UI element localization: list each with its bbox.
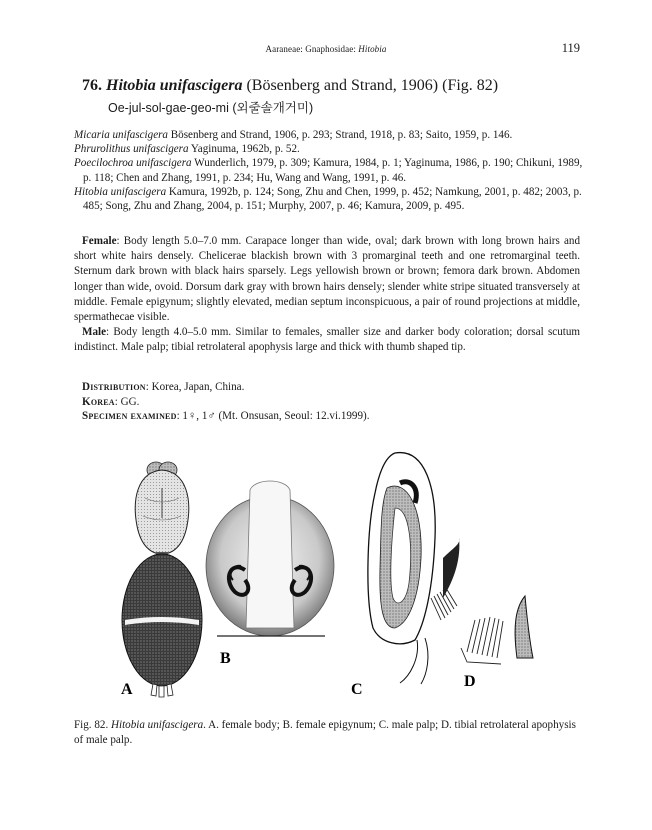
synonym-refs: Bösenberg and Strand, 1906, p. 293; Strand, 1918, p. 83; Saito, 1959, p. 146. — [167, 129, 513, 141]
male-description — [74, 325, 580, 355]
figure-b-epigynum — [206, 481, 334, 636]
caption-text: . A. female body; B. female epigynum; C. male palp; D. tibial retrolateral apophysis of male palp. — [74, 719, 576, 747]
synonym-name: Hitobia unifascigera — [74, 185, 167, 198]
synonymy-entry — [74, 128, 584, 142]
female-label: Female — [82, 235, 117, 247]
specimen-line — [82, 409, 369, 424]
female-text: : Body length 5.0–7.0 mm. Carapace longer than wide, oval; dark brown with long brown hairs and short white hairs densely. Chelicerae blackish brown with 3 promarginal teeth and one retromarginal teeth. Sternum dark brown with black hairs sparsely. Legs yellowish brown or brown; femora dark brown. Abdomen longer than wide, ovoid. Dorsum dark gray with brown hairs densely; slender white stripe situated transversely at middle. Female epigynum; slightly elevated, median septum inconspicuous, a pair of round projections at middle, spermathecae visible. — [74, 235, 580, 324]
running-head — [0, 44, 652, 54]
synonym-refs: Wunderlich, 1979, p. 309; Kamura, 1984, p. 1; Yaginuma, 1986, p. 190; Chikuni, 1989, p. 118; Chen and Zhang, 1991, p. 234; Hu, Wang and Wang, 1991, p. 46. — [83, 157, 583, 184]
figure-82 — [95, 448, 565, 706]
running-head-genus: Hitobia — [358, 44, 387, 54]
korean-common-name: Oe-jul-sol-gae-geo-mi (외줄솔개거미) — [108, 101, 314, 115]
male-label: Male — [82, 326, 107, 339]
running-head-family: Aaraneae: Gnaphosidae: — [265, 44, 359, 54]
female-description — [74, 234, 580, 325]
synonym-name: Poecilochroa unifascigera — [74, 157, 192, 170]
species-description — [74, 234, 580, 356]
distribution-value: : Korea, Japan, China. — [145, 381, 245, 393]
figure-a-female-body — [122, 462, 202, 697]
figure-d-tibial-apophysis — [461, 596, 533, 664]
synonymy-entry — [74, 185, 584, 213]
caption-prefix: Fig. 82. — [74, 719, 111, 731]
synonym-refs: Kamura, 1992b, p. 124; Song, Zhu and Chen, 1999, p. 452; Namkung, 2001, p. 482; 2003, p. 485; Song, Zhu and Zhang, 2004, p. 151; Murphy, 2007, p. 46; Kamura, 2009, p. 495. — [83, 185, 582, 213]
figure-c-male-palp — [368, 453, 459, 684]
species-name: Hitobia unifascigera — [106, 77, 243, 94]
specimen-label: Specimen examined — [82, 410, 177, 422]
figure-label-c: C — [351, 681, 363, 698]
distribution-label: Distribution — [82, 381, 146, 393]
synonym-refs: Yaginuma, 1962b, p. 52. — [188, 143, 300, 156]
page-number: 119 — [561, 41, 580, 55]
species-title — [82, 77, 498, 95]
distribution-line — [82, 380, 369, 395]
synonymy-list — [74, 128, 584, 213]
species-authority: (Bösenberg and Strand, 1906) (Fig. 82) — [242, 77, 499, 94]
caption-species: Hitobia unifascigera — [111, 719, 204, 731]
synonymy-entry — [74, 156, 584, 184]
synonym-name: Micaria unifascigera — [74, 129, 168, 141]
figure-label-a: A — [121, 681, 133, 698]
korea-line — [82, 395, 369, 410]
figure-label-b: B — [220, 650, 231, 667]
specimen-value: : 1♀, 1♂ (Mt. Onsusan, Seoul: 12.vi.1999). — [176, 410, 370, 422]
records-block — [82, 380, 369, 424]
male-text: : Body length 4.0–5.0 mm. Similar to females, smaller size and darker body coloration; dorsal scutum indistinct. Male palp; tibial retrolateral apophysis large and thick with thumb shaped tip. — [74, 326, 580, 354]
synonym-name: Phrurolithus unifascigera — [74, 143, 189, 156]
korea-value: : GG. — [114, 395, 140, 408]
korea-label: Korea — [82, 395, 115, 408]
species-number: 76. — [82, 77, 102, 94]
figure-label-d: D — [464, 673, 476, 690]
figure-caption — [74, 718, 584, 748]
synonymy-entry — [74, 142, 584, 156]
